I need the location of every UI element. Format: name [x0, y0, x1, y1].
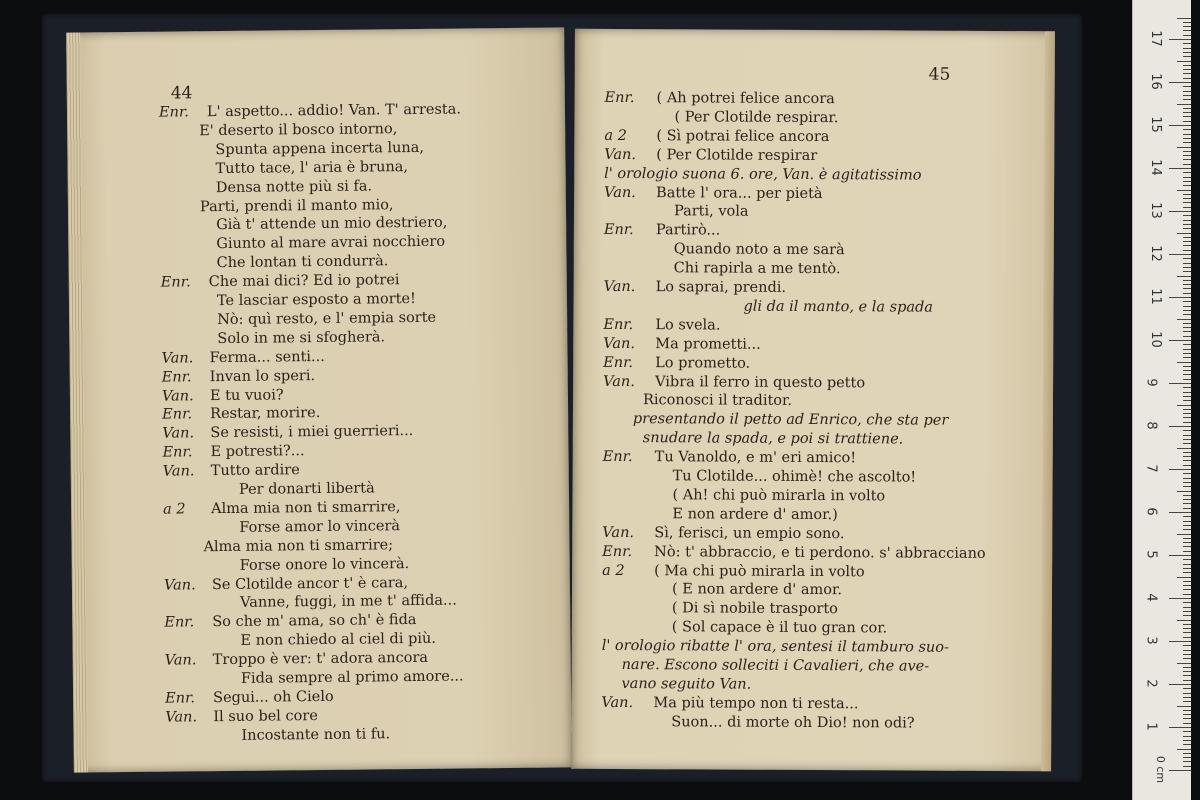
ruler-tick — [1183, 516, 1191, 517]
ruler-tick — [1183, 671, 1191, 672]
ruler-number: 5 — [1143, 550, 1159, 559]
ruler-tick — [1183, 650, 1191, 651]
ruler-tick — [1183, 585, 1191, 586]
ruler-tick — [1183, 78, 1191, 79]
verse-line: Sì, ferisci, un empio sono. — [654, 524, 845, 542]
verse-line: Partirò... — [655, 222, 721, 239]
ruler-tick — [1183, 396, 1191, 397]
ruler-tick — [1169, 598, 1191, 599]
verse-line: Il suo bel core — [213, 707, 318, 725]
speaker-label: Van. — [603, 335, 636, 352]
verse-line: Ma prometti... — [655, 335, 761, 353]
verse-line: Lo prometto. — [655, 354, 751, 372]
verse-line: E non chiedo al ciel di più. — [240, 630, 436, 650]
speaker-label: Van. — [603, 278, 636, 296]
ruler-tick — [1183, 220, 1191, 221]
verse-line: E potresti?... — [210, 443, 305, 461]
ruler-tick — [1177, 491, 1191, 492]
ruler-tick — [1183, 142, 1191, 143]
verse-line: Alma mia non ti smarrire, — [211, 499, 401, 518]
ruler-tick — [1183, 241, 1191, 242]
speaker-label: Van. — [162, 425, 195, 442]
ruler-tick — [1177, 147, 1191, 148]
speaker-label: Enr. — [165, 690, 196, 707]
ruler-tick — [1183, 387, 1191, 388]
ruler-tick — [1183, 194, 1191, 195]
ruler-unit-label: 0 cm — [1154, 755, 1168, 784]
ruler-tick — [1183, 680, 1191, 681]
ruler-tick — [1183, 508, 1191, 509]
verse-line: Lo svela. — [655, 316, 721, 334]
ruler-number: 13 — [1147, 202, 1163, 219]
ruler-tick — [1183, 538, 1191, 539]
verse-line: Quando noto a me sarà — [673, 241, 845, 259]
ruler-tick — [1183, 658, 1191, 659]
verse-line: So che m' ama, so ch' è fida — [212, 612, 417, 631]
verse-line: ( Sol capace è il tuo gran cor. — [671, 619, 888, 637]
speaker-label: Enr. — [162, 406, 193, 424]
ruler-tick — [1183, 417, 1191, 418]
verse-line: Riconosci il traditor. — [642, 392, 793, 410]
ruler-tick — [1183, 353, 1191, 354]
ruler-tick — [1183, 654, 1191, 655]
verse-line: E' deserto il bosco intorno, — [199, 121, 398, 140]
ruler-tick — [1177, 534, 1191, 535]
ruler-tick — [1183, 22, 1191, 23]
ruler-tick — [1183, 331, 1191, 332]
verse-line: Vanne, fuggi, in me t' affida... — [240, 592, 457, 612]
verse-line: Già t' attende un mio destriero, — [216, 215, 448, 234]
ruler-tick — [1183, 645, 1191, 646]
speaker-label: Enr. — [604, 89, 635, 107]
speaker-label: Enr. — [162, 444, 193, 461]
ruler-number: 10 — [1147, 331, 1163, 348]
ruler-tick — [1183, 293, 1191, 294]
verse-line: Te lasciar esposto a morte! — [216, 290, 416, 310]
verse-line: Lo saprai, prendi. — [655, 279, 787, 296]
ruler-tick — [1183, 228, 1191, 229]
verse-line: Ma più tempo non ti resta... — [653, 694, 859, 713]
ruler-tick — [1183, 688, 1191, 689]
ruler-tick — [1177, 663, 1191, 664]
right-page — [571, 29, 1055, 772]
ruler-tick — [1177, 577, 1191, 578]
verse-line: Che mai dici? Ed io potrei — [208, 272, 400, 291]
ruler-tick — [1183, 422, 1191, 423]
ruler-tick — [1177, 233, 1191, 234]
ruler-tick — [1183, 542, 1191, 543]
ruler-tick — [1183, 288, 1191, 289]
ruler-tick — [1169, 555, 1191, 556]
ruler-tick — [1183, 323, 1191, 324]
ruler-tick — [1183, 151, 1191, 152]
ruler-tick — [1177, 190, 1191, 191]
verse-line: vano seguito Van. — [621, 675, 752, 693]
verse-line: l' orologio suona 6. ore, Van. è agitatissimo — [604, 165, 922, 184]
ruler-tick — [1183, 69, 1191, 70]
ruler-tick — [1177, 362, 1191, 363]
speaker-label: Van. — [165, 709, 198, 726]
ruler-tick — [1169, 39, 1191, 40]
verse-line: E non ardere d' amor.) — [672, 506, 838, 523]
ruler-tick — [1183, 258, 1191, 259]
ruler-tick — [1183, 95, 1191, 96]
verse-line: Ferma... senti... — [209, 348, 325, 366]
ruler-tick — [1183, 35, 1191, 36]
speaker-label: Van. — [602, 524, 635, 541]
ruler-tick — [1183, 413, 1191, 414]
verse-line: Se resisti, i miei guerrieri... — [210, 423, 414, 442]
ruler-tick — [1183, 409, 1191, 410]
ruler-tick — [1183, 568, 1191, 569]
ruler-tick — [1183, 344, 1191, 345]
ruler-tick — [1183, 611, 1191, 612]
ruler-tick — [1183, 112, 1191, 113]
ruler-tick — [1183, 723, 1191, 724]
ruler-tick — [1183, 314, 1191, 315]
ruler-tick — [1177, 104, 1191, 105]
verse-line: nare. Escono solleciti i Cavalieri, che ave- — [621, 657, 930, 675]
ruler-tick — [1183, 116, 1191, 117]
verse-line: Batte l' ora... per pietà — [656, 184, 823, 202]
speaker-label: Enr. — [158, 104, 189, 121]
ruler-tick — [1169, 254, 1191, 255]
ruler-tick — [1183, 615, 1191, 616]
verse-line: presentando il petto ad Enrico, che sta per — [632, 411, 949, 430]
measuring-ruler — [1132, 0, 1191, 800]
verse-line: Nò: quì resto, e l' empia sorte — [217, 309, 437, 328]
ruler-tick — [1183, 26, 1191, 27]
ruler-tick — [1183, 435, 1191, 436]
ruler-number: 15 — [1147, 116, 1163, 133]
verse-line: Troppo è ver: t' adora ancora — [212, 649, 429, 669]
ruler-tick — [1183, 301, 1191, 302]
speaker-label: Van. — [604, 184, 636, 201]
speaker-label: Enr. — [602, 448, 633, 466]
verse-line: Tu Vanoldo, e m' eri amico! — [654, 449, 857, 467]
ruler-tick — [1183, 207, 1191, 208]
page-number: 45 — [928, 64, 951, 85]
verse-line: gli da il manto, e la spada — [743, 298, 934, 316]
ruler-tick — [1183, 181, 1191, 182]
ruler-tick — [1183, 731, 1191, 732]
ruler-tick — [1183, 740, 1191, 741]
ruler-tick — [1183, 349, 1191, 350]
speaker-label: Enr. — [603, 316, 634, 333]
verse-line: ( Ma chi può mirarla in volto — [654, 562, 865, 580]
verse-line: Tutto ardire — [210, 462, 300, 480]
ruler-tick — [1177, 319, 1191, 320]
ruler-tick — [1183, 224, 1191, 225]
ruler-tick — [1183, 336, 1191, 337]
ruler-tick — [1177, 61, 1191, 62]
ruler-tick — [1183, 366, 1191, 367]
verse-line: Forse onore lo vincerà. — [239, 555, 410, 574]
ruler-number: 17 — [1147, 30, 1163, 47]
verse-line: ( Ah! chi può mirarla in volto — [672, 487, 886, 505]
ruler-tick — [1183, 280, 1191, 281]
ruler-tick — [1183, 250, 1191, 251]
ruler-tick — [1177, 448, 1191, 449]
verse-line: ( Di sì nobile trasporto — [671, 600, 838, 618]
ruler-tick — [1183, 607, 1191, 608]
ruler-tick — [1183, 86, 1191, 87]
verse-line: snudare la spada, e poi si trattiene. — [642, 430, 904, 448]
ruler-tick — [1183, 628, 1191, 629]
ruler-number: 6 — [1143, 507, 1159, 516]
verse-line: Per donarti libertà — [238, 480, 375, 498]
ruler-tick — [1183, 529, 1191, 530]
ruler-tick — [1183, 267, 1191, 268]
ruler-tick — [1183, 271, 1191, 272]
ruler-number: 12 — [1147, 245, 1163, 262]
ruler-tick — [1169, 383, 1191, 384]
ruler-tick — [1183, 482, 1191, 483]
ruler-tick — [1169, 168, 1191, 169]
ruler-tick — [1183, 525, 1191, 526]
ruler-tick — [1183, 155, 1191, 156]
ruler-tick — [1169, 340, 1191, 341]
ruler-tick — [1183, 581, 1191, 582]
speaker-label: Van. — [603, 373, 635, 390]
ruler-tick — [1183, 701, 1191, 702]
ruler-tick — [1183, 99, 1191, 100]
ruler-tick — [1183, 714, 1191, 715]
verse-line: Invan lo speri. — [209, 367, 316, 385]
ruler-tick — [1183, 392, 1191, 393]
verse-line: Alma mia non ti smarrire; — [203, 536, 394, 555]
ruler-tick — [1183, 91, 1191, 92]
verse-line: Parti, prendi il manto mio, — [199, 196, 394, 215]
verse-line: Densa notte più si fa. — [215, 178, 373, 196]
ruler-tick — [1183, 164, 1191, 165]
ruler-tick — [1183, 439, 1191, 440]
ruler-tick — [1183, 761, 1191, 762]
verse-line: Nò: t' abbraccio, e ti perdono. s' abbracciano — [654, 543, 986, 562]
ruler-tick — [1169, 297, 1191, 298]
speaker-label: Van. — [161, 387, 194, 405]
ruler-tick — [1183, 129, 1191, 130]
verse-line: Fida sempre al primo amore... — [240, 668, 464, 687]
ruler-tick — [1183, 443, 1191, 444]
ruler-tick — [1183, 486, 1191, 487]
ruler-tick — [1183, 465, 1191, 466]
ruler-tick — [1183, 370, 1191, 371]
verse-line: Se Clotilde ancor t' è cara, — [211, 574, 409, 593]
ruler-tick — [1183, 177, 1191, 178]
speaker-label: Enr. — [602, 543, 633, 560]
ruler-tick — [1183, 718, 1191, 719]
ruler-tick — [1183, 30, 1191, 31]
ruler-tick — [1183, 400, 1191, 401]
ruler-tick — [1169, 82, 1191, 83]
ruler-tick — [1183, 185, 1191, 186]
ruler-tick — [1183, 430, 1191, 431]
ruler-tick — [1183, 624, 1191, 625]
speaker-label: Van. — [162, 463, 195, 480]
ruler-tick — [1177, 620, 1191, 621]
verse-line: l' orologio ribatte l' ora, sentesi il tamburo suo- — [601, 637, 949, 656]
ruler-tick — [1183, 121, 1191, 122]
verse-line: Spunta appena incerta luna, — [215, 139, 425, 158]
speaker-label: Van. — [161, 350, 194, 367]
ruler-tick — [1183, 478, 1191, 479]
ruler-tick — [1183, 675, 1191, 676]
speaker-label: Van. — [163, 576, 196, 594]
ruler-tick — [1183, 697, 1191, 698]
ruler-tick — [1183, 456, 1191, 457]
ruler-tick — [1183, 546, 1191, 547]
ruler-tick — [1183, 503, 1191, 504]
speaker-label: Enr. — [603, 222, 634, 239]
ruler-tick — [1183, 284, 1191, 285]
speaker-label: Enr. — [160, 274, 191, 291]
speaker-label: Van. — [601, 694, 634, 711]
ruler-tick — [1183, 589, 1191, 590]
ruler-number: 14 — [1147, 159, 1163, 176]
left-page — [66, 27, 572, 772]
ruler-number: 11 — [1147, 288, 1163, 305]
ruler-tick — [1183, 744, 1191, 745]
ruler-tick — [1177, 405, 1191, 406]
verse-line: Parti, vola — [673, 203, 749, 221]
ruler-tick — [1177, 276, 1191, 277]
ruler-tick — [1183, 757, 1191, 758]
page-number: 44 — [170, 83, 193, 104]
ruler-number: 7 — [1143, 464, 1159, 473]
ruler-tick — [1183, 202, 1191, 203]
ruler-tick — [1183, 572, 1191, 573]
ruler-tick — [1183, 138, 1191, 139]
ruler-tick — [1183, 48, 1191, 49]
ruler-tick — [1183, 602, 1191, 603]
ruler-tick — [1183, 736, 1191, 737]
ruler-tick — [1183, 667, 1191, 668]
ruler-tick — [1183, 521, 1191, 522]
ruler-tick — [1183, 374, 1191, 375]
speaker-label: Van. — [164, 652, 197, 669]
ruler-number: 4 — [1143, 593, 1159, 602]
ruler-tick — [1169, 727, 1191, 728]
ruler-tick — [1183, 73, 1191, 74]
ruler-tick — [1183, 499, 1191, 500]
verse-line: Restar, morire. — [210, 405, 321, 423]
ruler-tick — [1183, 134, 1191, 135]
ruler-tick — [1183, 263, 1191, 264]
ruler-tick — [1177, 706, 1191, 707]
ruler-tick — [1169, 684, 1191, 685]
verse-line: Tu Clotilde... ohimè! che ascolto! — [672, 468, 917, 486]
ruler-tick — [1169, 641, 1191, 642]
speaker-label: a 2 — [604, 127, 627, 144]
verse-line: Suon... di morte oh Dio! non odi? — [671, 713, 915, 732]
verse-line: Giunto al mare avrai nocchiero — [216, 233, 446, 253]
ruler-tick — [1177, 18, 1191, 19]
ruler-tick — [1183, 215, 1191, 216]
ruler-tick — [1183, 245, 1191, 246]
ruler-tick — [1183, 495, 1191, 496]
verse-line: ( Ah potrei felice ancora — [656, 90, 835, 108]
ruler-tick — [1183, 632, 1191, 633]
ruler-tick — [1183, 306, 1191, 307]
ruler-tick — [1183, 379, 1191, 380]
ruler-tick — [1183, 237, 1191, 238]
ruler-tick — [1183, 198, 1191, 199]
ruler-tick — [1183, 753, 1191, 754]
verse-line: ( Per Clotilde respirar — [656, 146, 818, 164]
ruler-number: 9 — [1143, 378, 1159, 387]
verse-line: Segui... oh Cielo — [213, 688, 334, 707]
ruler-tick — [1183, 43, 1191, 44]
verse-line: Solo in me si sfogherà. — [217, 329, 386, 347]
verse-line: L' aspetto... addio! Van. T' arresta. — [206, 101, 462, 121]
ruler-tick — [1169, 125, 1191, 126]
ruler-tick — [1183, 108, 1191, 109]
ruler-tick — [1183, 473, 1191, 474]
ruler-tick — [1183, 460, 1191, 461]
ruler-number: 16 — [1147, 73, 1163, 90]
ruler-tick — [1183, 172, 1191, 173]
verse-line: ( E non ardere d' amor. — [671, 581, 843, 599]
ruler-tick — [1169, 426, 1191, 427]
speaker-label: a 2 — [602, 562, 625, 579]
ruler-tick — [1183, 551, 1191, 552]
verse-line: ( Per Clotilde respirar. — [674, 109, 839, 127]
speaker-label: Van. — [604, 146, 637, 163]
verse-line: Che lontan ti condurrà. — [216, 253, 389, 272]
speaker-label: a 2 — [163, 501, 186, 518]
ruler-tick — [1183, 559, 1191, 560]
verse-line: Tutto tace, l' aria è bruna, — [215, 158, 409, 177]
verse-line: Vibra il ferro in questo petto — [655, 373, 866, 391]
speaker-label: Enr. — [164, 614, 195, 631]
ruler-tick — [1183, 564, 1191, 565]
ruler-tick — [1183, 56, 1191, 57]
ruler-number: 3 — [1143, 636, 1159, 645]
ruler-number: 8 — [1143, 421, 1159, 430]
ruler-number: 1 — [1143, 722, 1159, 731]
verse-line: Forse amor lo vincerà — [239, 517, 401, 536]
ruler-tick — [1183, 357, 1191, 358]
verse-line: E tu vuoi? — [209, 386, 284, 404]
verse-line: Incostante non ti fu. — [241, 725, 391, 744]
ruler-tick — [1183, 327, 1191, 328]
ruler-tick — [1183, 310, 1191, 311]
ruler-tick — [1183, 52, 1191, 53]
ruler-tick — [1183, 452, 1191, 453]
ruler-tick — [1183, 159, 1191, 160]
ruler-tick — [1183, 710, 1191, 711]
ruler-tick — [1183, 766, 1191, 767]
ruler-tick — [1169, 469, 1191, 470]
speaker-label: Enr. — [161, 368, 192, 386]
ruler-tick — [1183, 637, 1191, 638]
ruler-tick — [1183, 65, 1191, 66]
ruler-tick — [1169, 211, 1191, 212]
ruler-tick — [1169, 770, 1191, 771]
ruler-tick — [1183, 594, 1191, 595]
verse-line: Chi rapirla a me tentò. — [673, 260, 841, 278]
speaker-label: Enr. — [603, 354, 634, 371]
verse-line: ( Sì potrai felice ancora — [656, 127, 830, 145]
ruler-tick — [1177, 749, 1191, 750]
ruler-tick — [1183, 693, 1191, 694]
ruler-tick — [1169, 512, 1191, 513]
ruler-number: 2 — [1143, 679, 1159, 688]
